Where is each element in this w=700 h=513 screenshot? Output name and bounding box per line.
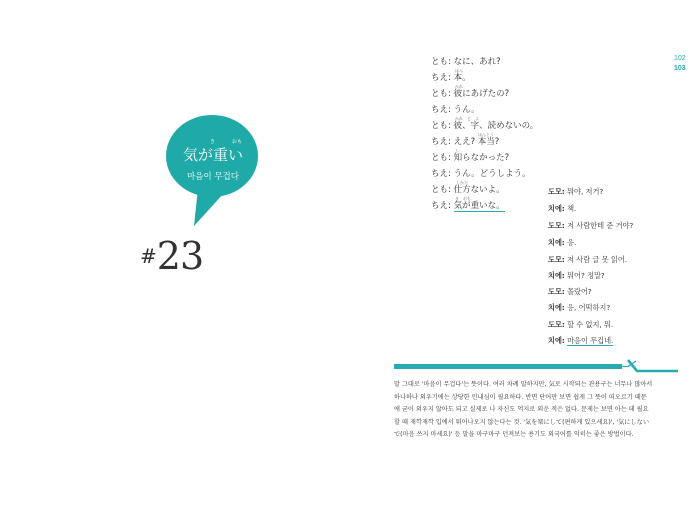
ko-line: 도모: 할 수 없지, 뭐. [548,320,614,329]
explanation-line: で(마음 쓰지 마세요)' 등 말을 마구마구 던져보는 용기도 외국어를 익히는 좋은 방법이다. [394,431,634,439]
ko-line: 치에: 응, 어떡하지? [548,303,611,312]
bubble-reading-2: おも [232,139,243,145]
jp-furigana: しかた [456,180,468,185]
jp-line: とも: 知らなかった? [431,153,510,163]
section-divider [392,358,682,376]
jp-line: とも: 彼にあげたの? [431,89,510,99]
jp-line: とも: 彼、字、読めないの。 [431,121,539,131]
jp-furigana: し [455,148,459,153]
jp-line: ちえ: うん。 [431,105,480,115]
jp-line: ちえ: うん。どうしよう。 [431,169,531,179]
jp-line: とも: なに、あれ? [431,57,501,67]
explanation-paragraph [394,379,678,442]
explanation-line: 하나하나 외우기에는 상당한 인내심이 필요하다. 반면 단어만 보면 쉽게 그 뜻이 떠오르기 때문 [394,393,647,401]
jp-line: とも: 仕方ないよ。 [431,185,505,195]
jp-line: ちえ: 気が重いな。 [431,201,505,211]
chapter-digits: 23 [156,234,204,278]
expression-meaning: 마음이 무겁다 [187,172,239,182]
ko-line: 치에: 뭐어? 정말? [548,271,605,280]
chapter-number [140,234,203,278]
ko-line: 도모: 뭐야, 저거? [548,187,604,196]
explanation-line: 에 굳이 외우지 않아도 되고 실제로 나 자신도 억지로 외운 적은 없다. 문제는 보면 아는 데 필요 [394,406,649,414]
page-number-right: 103 [674,65,686,72]
jp-line: ちえ: ええ? 本当? [431,137,500,147]
explanation-line: 말 그대로 '마음이 무겁다'는 뜻이다. 여러 차례 말하지만, 気로 시작되는 관용구는 너무나 많아서 [394,381,653,388]
jp-furigana: き おも [455,196,471,201]
jp-furigana: ほんとう [478,132,494,137]
bubble-reading-1: き [210,139,216,145]
jp-furigana: かれ じ よ [455,116,479,121]
ko-line: 치에: 책. [548,204,577,213]
ko-line: 도모: 몰랐어? [548,287,592,296]
ko-line: 치에: 응. [548,238,577,247]
chapter-hash: # [140,244,157,268]
expression-title: 気が重い [182,146,243,164]
jp-line: ちえ: 本。 [431,73,471,83]
ko-line: 도모: 저 사람 글 못 읽어. [548,255,628,264]
jp-furigana: ほん [455,68,463,73]
ko-line: 도모: 저 사람한테 준 거야? [548,221,634,230]
ko-line: 치에: 마음이 무겁네. [548,336,614,345]
page-number-left: 102 [674,55,686,62]
jp-furigana: かれ [455,84,463,89]
explanation-line: 할 때 재깍재깍 입에서 튀어나오지 않는다는 것. '気を楽にして(편하게 있으세요)', '気にしない [394,418,650,426]
